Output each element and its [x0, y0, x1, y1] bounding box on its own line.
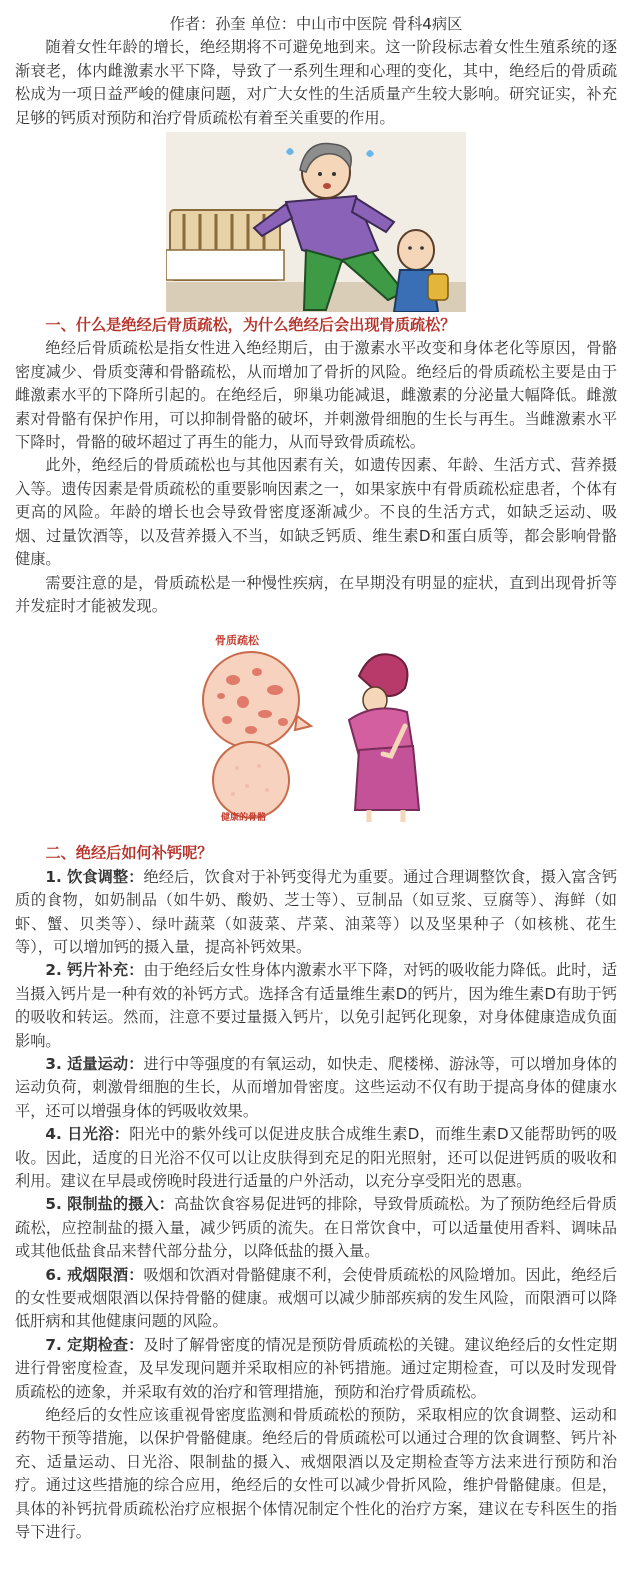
- intro-paragraph: 随着女性年龄的增长，绝经期将不可避免地到来。这一阶段标志着女性生殖系统的逐渐衰老，体内雌激素水平下降，导致了一系列生理和心理的变化，其中，绝经后的骨质疏松成为一项日益严峻的健康问题，对广大女性的生活质量产生较大影响。研究证实，补充足够的钙质对预防和治疗骨质疏松有着至关重要的作用。: [15, 38, 617, 127]
- section2-item: 1. 饮食调整：绝经后，饮食对于补钙变得尤为重要。通过合理调整饮食，摄入富含钙质的食物，如奶制品（如牛奶、酸奶、芝士等）、豆制品（如豆浆、豆腐等）、海鲜（如虾、蟹、贝类等）、绿叶蔬菜（如菠菜、芹菜、油菜等）以及坚果种子（如核桃、花生等），可以增加钙的摄入量，提高补钙效果。: [15, 867, 618, 956]
- section2-item: 6. 戒烟限酒：吸烟和饮酒对骨骼健康不利，会使骨质疏松的风险增加。因此，绝经后的女性要戒烟限酒以保持骨骼的健康。戒烟可以减少肺部疾病的发生风险，而限酒可以降低肝病和其他健康问题的风险。: [15, 1265, 618, 1331]
- section1-paragraph: 此外，绝经后的骨质疏松也与其他因素有关，如遗传因素、年龄、生活方式、营养摄入等。遗传因素是骨质疏松的重要影响因素之一，如果家族中有骨质疏松症患者，个体有更高的风险。年龄的增长也会导致骨密度逐渐减少。不良的生活方式，如缺乏运动、吸烟、过量饮酒等，以及营养摄入不当，如缺乏钙质、维生素D和蛋白质等，都会影响骨骼健康。: [15, 456, 617, 569]
- section2-item: 3. 适量运动：进行中等强度的有氧运动，如快走、爬楼梯、游泳等，可以增加身体的运动负荷，刺激骨细胞的生长，从而增加骨密度。这些运动不仅有助于提高身体的健康水平，还可以增强身体的钙吸收效果。: [15, 1054, 618, 1120]
- section1-paragraph: 绝经后骨质疏松是指女性进入绝经期后，由于激素水平改变和身体老化等原因，骨骼密度减少、骨质变薄和骨骼疏松，从而增加了骨折的风险。绝经后的骨质疏松主要是由于雌激素水平的下降所引起的。在绝经后，卵巢功能减退，雌激素的分泌量大幅降低。雌激素对骨骼有保护作用，可以抑制骨骼的破坏，并刺激骨细胞的生长与再生。当雌激素水平下降时，骨骼的破坏超过了再生的能力，从而导致骨质疏松。: [15, 339, 617, 452]
- section2-item: 5. 限制盐的摄入：高盐饮食容易促进钙的排除，导致骨质疏松。为了预防绝经后骨质疏松，应控制盐的摄入量，减少钙质的流失。在日常饮食中，可以适量使用香料、调味品或其他低盐食品来替代部分盐分，以降低盐的摄入量。: [15, 1195, 617, 1261]
- section2-item: 7. 定期检查：及时了解骨密度的情况是预防骨质疏松的关键。建议绝经后的女性定期进行骨密度检查，及早发现问题并采取相应的补钙措施。通过定期检查，可以及时发现骨质疏松的迹象，并采取有效的治疗和管理措施，预防和治疗骨质疏松。: [15, 1335, 618, 1401]
- elderly-woman-fall-illustration: [166, 132, 466, 312]
- conclusion-paragraph: 绝经后的女性应该重视骨密度监测和骨质疏松的预防，采取相应的饮食调整、运动和药物干预等措施，以保护骨骼健康。绝经后的骨质疏松可以通过合理的饮食调整、钙片补充、适量运动、日光浴、限制盐的摄入、戒烟限酒以及定期检查等方法来进行预防和治疗。通过这些措施的综合应用，绝经后的女性可以减少骨折风险，维护骨骼健康。但是，具体的补钙抗骨质疏松治疗应根据个体情况制定个性化的治疗方案，建议在专科医生的指导下进行。: [15, 1406, 617, 1542]
- section2-item: 4. 日光浴：阳光中的紫外线可以促进皮肤合成维生素D，而维生素D又能帮助钙的吸收。因此，适度的日光浴不仅可以让皮肤得到充足的阳光照射，还可以促进钙质的吸收和利用。建议在早晨或傍晚时段进行适量的户外活动，以充分享受阳光的恩惠。: [15, 1125, 618, 1190]
- section1-paragraph: 需要注意的是，骨质疏松是一种慢性疾病，在早期没有明显的症状，直到出现骨折等并发症时才能被发现。: [15, 573, 617, 615]
- osteoporosis-label: 骨质疏松: [215, 634, 259, 648]
- section1-title: 一、什么是绝经后骨质疏松，为什么绝经后会出现骨质疏松？: [45, 316, 456, 335]
- section2-title: 二、绝经后如何补钙呢？: [45, 844, 213, 863]
- bent-woman-bone-comparison-illustration: [199, 630, 433, 824]
- healthy-bone-label: 健康的骨骼: [221, 813, 267, 824]
- author-byline: 作者：孙奎 单位：中山市中医院 骨科4病区: [169, 15, 463, 33]
- section2-item: 2. 钙片补充：由于绝经后女性身体内激素水平下降，对钙的吸收能力降低。此时，适当摄入钙片是一种有效的补钙方式。选择含有适量维生素D的钙片，因为维生素D有助于钙的吸收和转运。然而，注意不要过量摄入钙片，以免引起钙化现象，对身体健康造成负面影响。: [15, 961, 618, 1050]
